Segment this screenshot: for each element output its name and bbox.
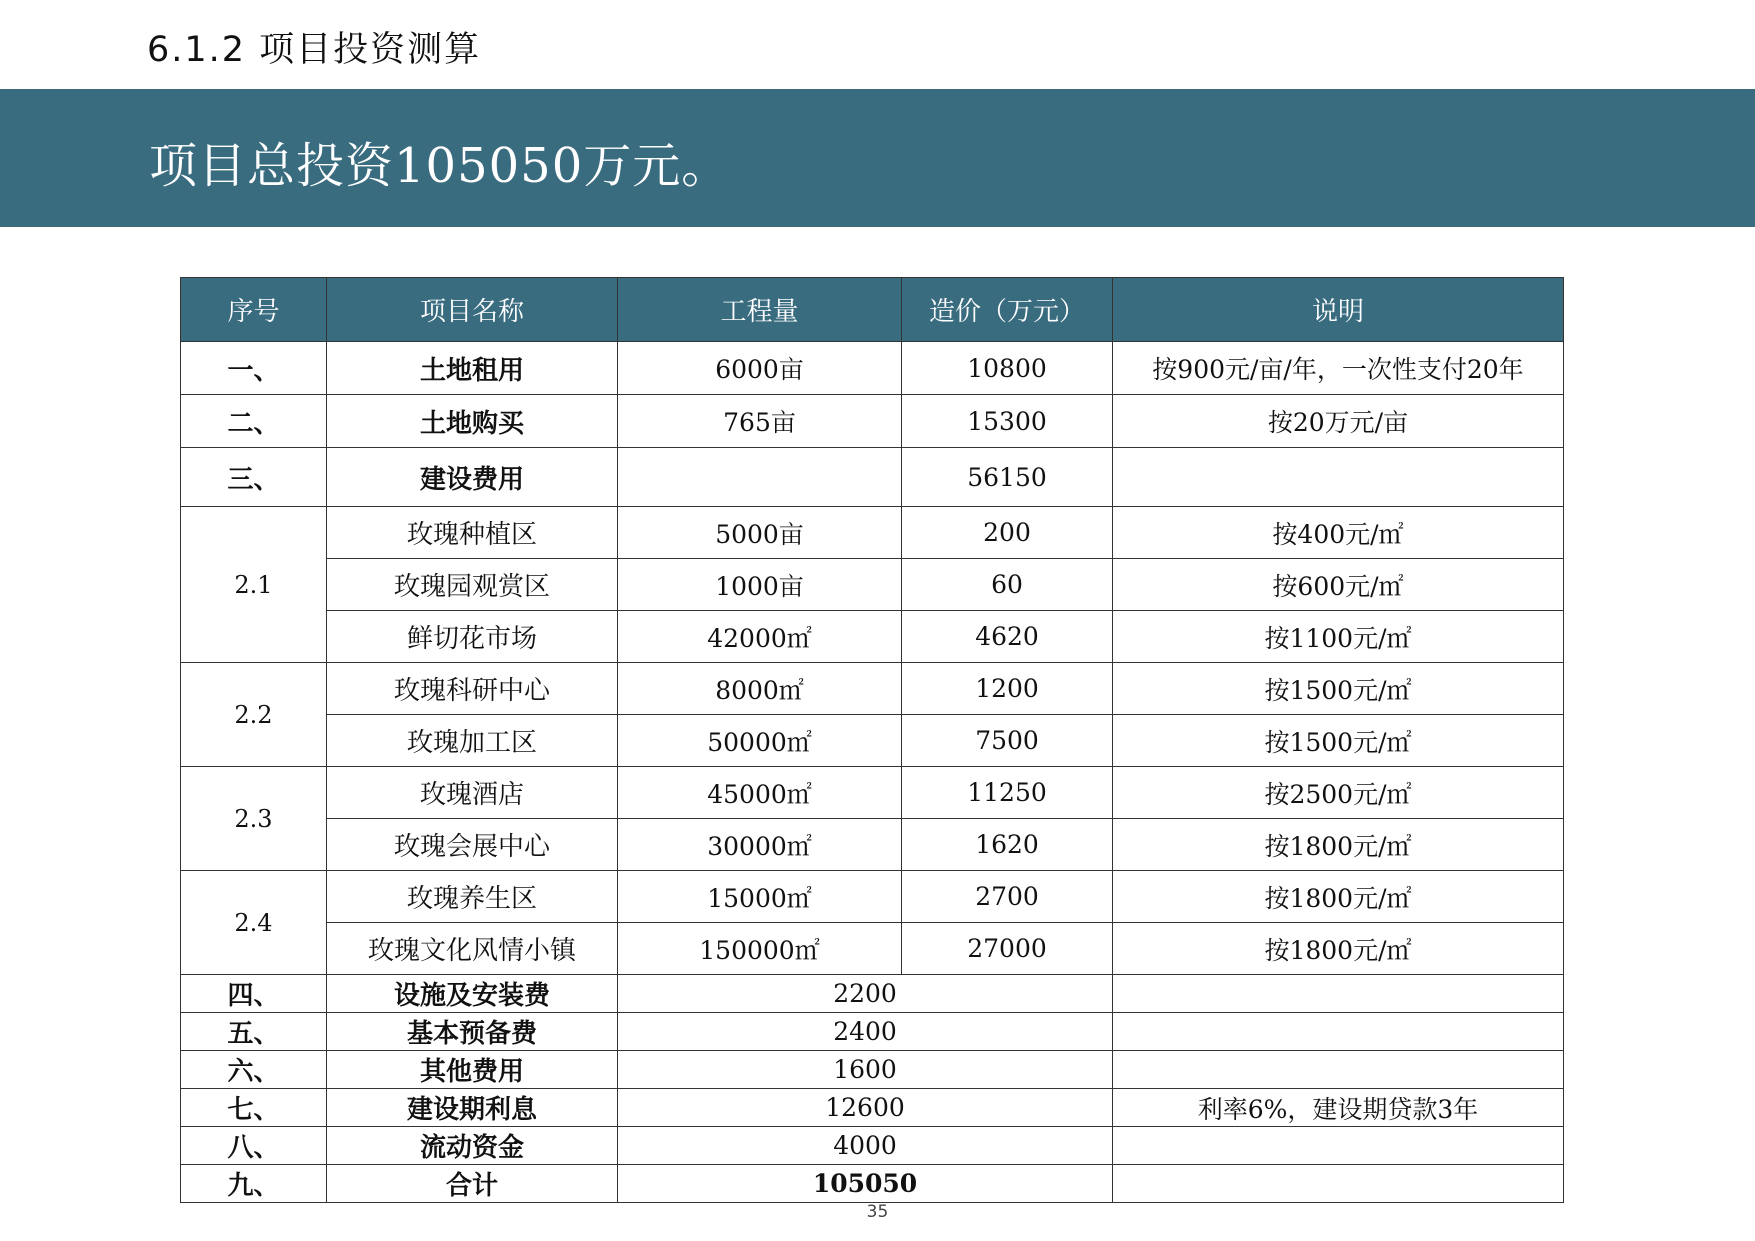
table-row: [181, 448, 1564, 507]
group-seq: 2.1: [181, 507, 327, 663]
row-seq: 五、: [181, 1013, 327, 1051]
row-amount: 4000: [618, 1127, 1113, 1165]
header-cost: 造价（万元）: [902, 278, 1113, 342]
row-quantity: 1000亩: [618, 559, 902, 611]
group-seq: 2.3: [181, 767, 327, 871]
section-heading: 6.1.2 项目投资测算: [147, 30, 482, 70]
row-note: 按1500元/㎡: [1113, 663, 1564, 715]
row-name: 基本预备费: [327, 1013, 618, 1051]
row-amount: 1600: [618, 1051, 1113, 1089]
row-quantity: 45000㎡: [618, 767, 902, 819]
row-quantity: 5000亩: [618, 507, 902, 559]
table-row: [181, 342, 1564, 395]
row-seq: 三、: [181, 448, 327, 507]
row-cost: 2700: [902, 871, 1113, 923]
row-name: 玫瑰种植区: [327, 507, 618, 559]
header-quantity: 工程量: [618, 278, 902, 342]
table-header-row: [181, 278, 1564, 342]
table-row: [181, 767, 1564, 819]
row-quantity: 15000㎡: [618, 871, 902, 923]
banner-text: 项目总投资105050万元。: [149, 138, 731, 194]
row-cost: 4620: [902, 611, 1113, 663]
table-row: [181, 1127, 1564, 1165]
table-row: [181, 975, 1564, 1013]
header-name: 项目名称: [327, 278, 618, 342]
row-name: 玫瑰文化风情小镇: [327, 923, 618, 975]
row-name: 玫瑰加工区: [327, 715, 618, 767]
row-name: 合计: [327, 1165, 618, 1203]
row-note: 按1100元/㎡: [1113, 611, 1564, 663]
header-seq: 序号: [181, 278, 327, 342]
row-note: 利率6%，建设期贷款3年: [1113, 1089, 1564, 1127]
header-note: 说明: [1113, 278, 1564, 342]
row-note: 按900元/亩/年，一次性支付20年: [1113, 342, 1564, 395]
table-row: [181, 507, 1564, 559]
row-note: 按1800元/㎡: [1113, 871, 1564, 923]
table-row: [181, 1013, 1564, 1051]
row-cost: 1620: [902, 819, 1113, 871]
group-seq: 2.4: [181, 871, 327, 975]
table-row: [181, 871, 1564, 923]
row-note: 按20万元/亩: [1113, 395, 1564, 448]
row-quantity: 150000㎡: [618, 923, 902, 975]
row-cost: 7500: [902, 715, 1113, 767]
row-cost: 56150: [902, 448, 1113, 507]
row-note: [1113, 1127, 1564, 1165]
row-name: 其他费用: [327, 1051, 618, 1089]
row-seq: 七、: [181, 1089, 327, 1127]
table-row: [181, 1089, 1564, 1127]
row-amount: 12600: [618, 1089, 1113, 1127]
summary-banner: [0, 89, 1755, 227]
row-quantity: 8000㎡: [618, 663, 902, 715]
row-name: 玫瑰会展中心: [327, 819, 618, 871]
row-note: [1113, 1051, 1564, 1089]
row-name: 鲜切花市场: [327, 611, 618, 663]
row-seq: 六、: [181, 1051, 327, 1089]
row-amount: 2400: [618, 1013, 1113, 1051]
total-row: [181, 1165, 1564, 1203]
row-cost: 10800: [902, 342, 1113, 395]
row-note: 按2500元/㎡: [1113, 767, 1564, 819]
row-cost: 60: [902, 559, 1113, 611]
row-quantity: 765亩: [618, 395, 902, 448]
row-name: 建设费用: [327, 448, 618, 507]
row-note: [1113, 1165, 1564, 1203]
row-note: 按1800元/㎡: [1113, 923, 1564, 975]
row-cost: 1200: [902, 663, 1113, 715]
row-note: 按1800元/㎡: [1113, 819, 1564, 871]
row-seq: 二、: [181, 395, 327, 448]
table-row: [181, 559, 1564, 611]
row-name: 流动资金: [327, 1127, 618, 1165]
table-row: [181, 819, 1564, 871]
row-amount: 2200: [618, 975, 1113, 1013]
row-quantity: 6000亩: [618, 342, 902, 395]
row-name: 土地租用: [327, 342, 618, 395]
table-row: [181, 611, 1564, 663]
row-name: 玫瑰养生区: [327, 871, 618, 923]
row-note: [1113, 975, 1564, 1013]
row-cost: 200: [902, 507, 1113, 559]
row-seq: 四、: [181, 975, 327, 1013]
group-seq: 2.2: [181, 663, 327, 767]
row-note: 按1500元/㎡: [1113, 715, 1564, 767]
row-note: [1113, 1013, 1564, 1051]
row-note: [1113, 448, 1564, 507]
row-seq: 一、: [181, 342, 327, 395]
row-name: 玫瑰科研中心: [327, 663, 618, 715]
row-quantity: [618, 448, 902, 507]
table-row: [181, 663, 1564, 715]
row-seq: 八、: [181, 1127, 327, 1165]
row-note: 按600元/㎡: [1113, 559, 1564, 611]
row-seq: 九、: [181, 1165, 327, 1203]
table-row: [181, 1051, 1564, 1089]
row-cost: 27000: [902, 923, 1113, 975]
row-quantity: 50000㎡: [618, 715, 902, 767]
page-number: 35: [866, 1202, 889, 1222]
row-name: 设施及安装费: [327, 975, 618, 1013]
table-row: [181, 715, 1564, 767]
row-name: 玫瑰园观赏区: [327, 559, 618, 611]
row-quantity: 30000㎡: [618, 819, 902, 871]
row-note: 按400元/㎡: [1113, 507, 1564, 559]
row-quantity: 42000㎡: [618, 611, 902, 663]
row-name: 玫瑰酒店: [327, 767, 618, 819]
row-cost: 11250: [902, 767, 1113, 819]
total-amount: 105050: [618, 1165, 1113, 1203]
table-row: [181, 923, 1564, 975]
row-name: 建设期利息: [327, 1089, 618, 1127]
table-row: [181, 395, 1564, 448]
row-name: 土地购买: [327, 395, 618, 448]
row-cost: 15300: [902, 395, 1113, 448]
investment-table: [180, 277, 1564, 1203]
